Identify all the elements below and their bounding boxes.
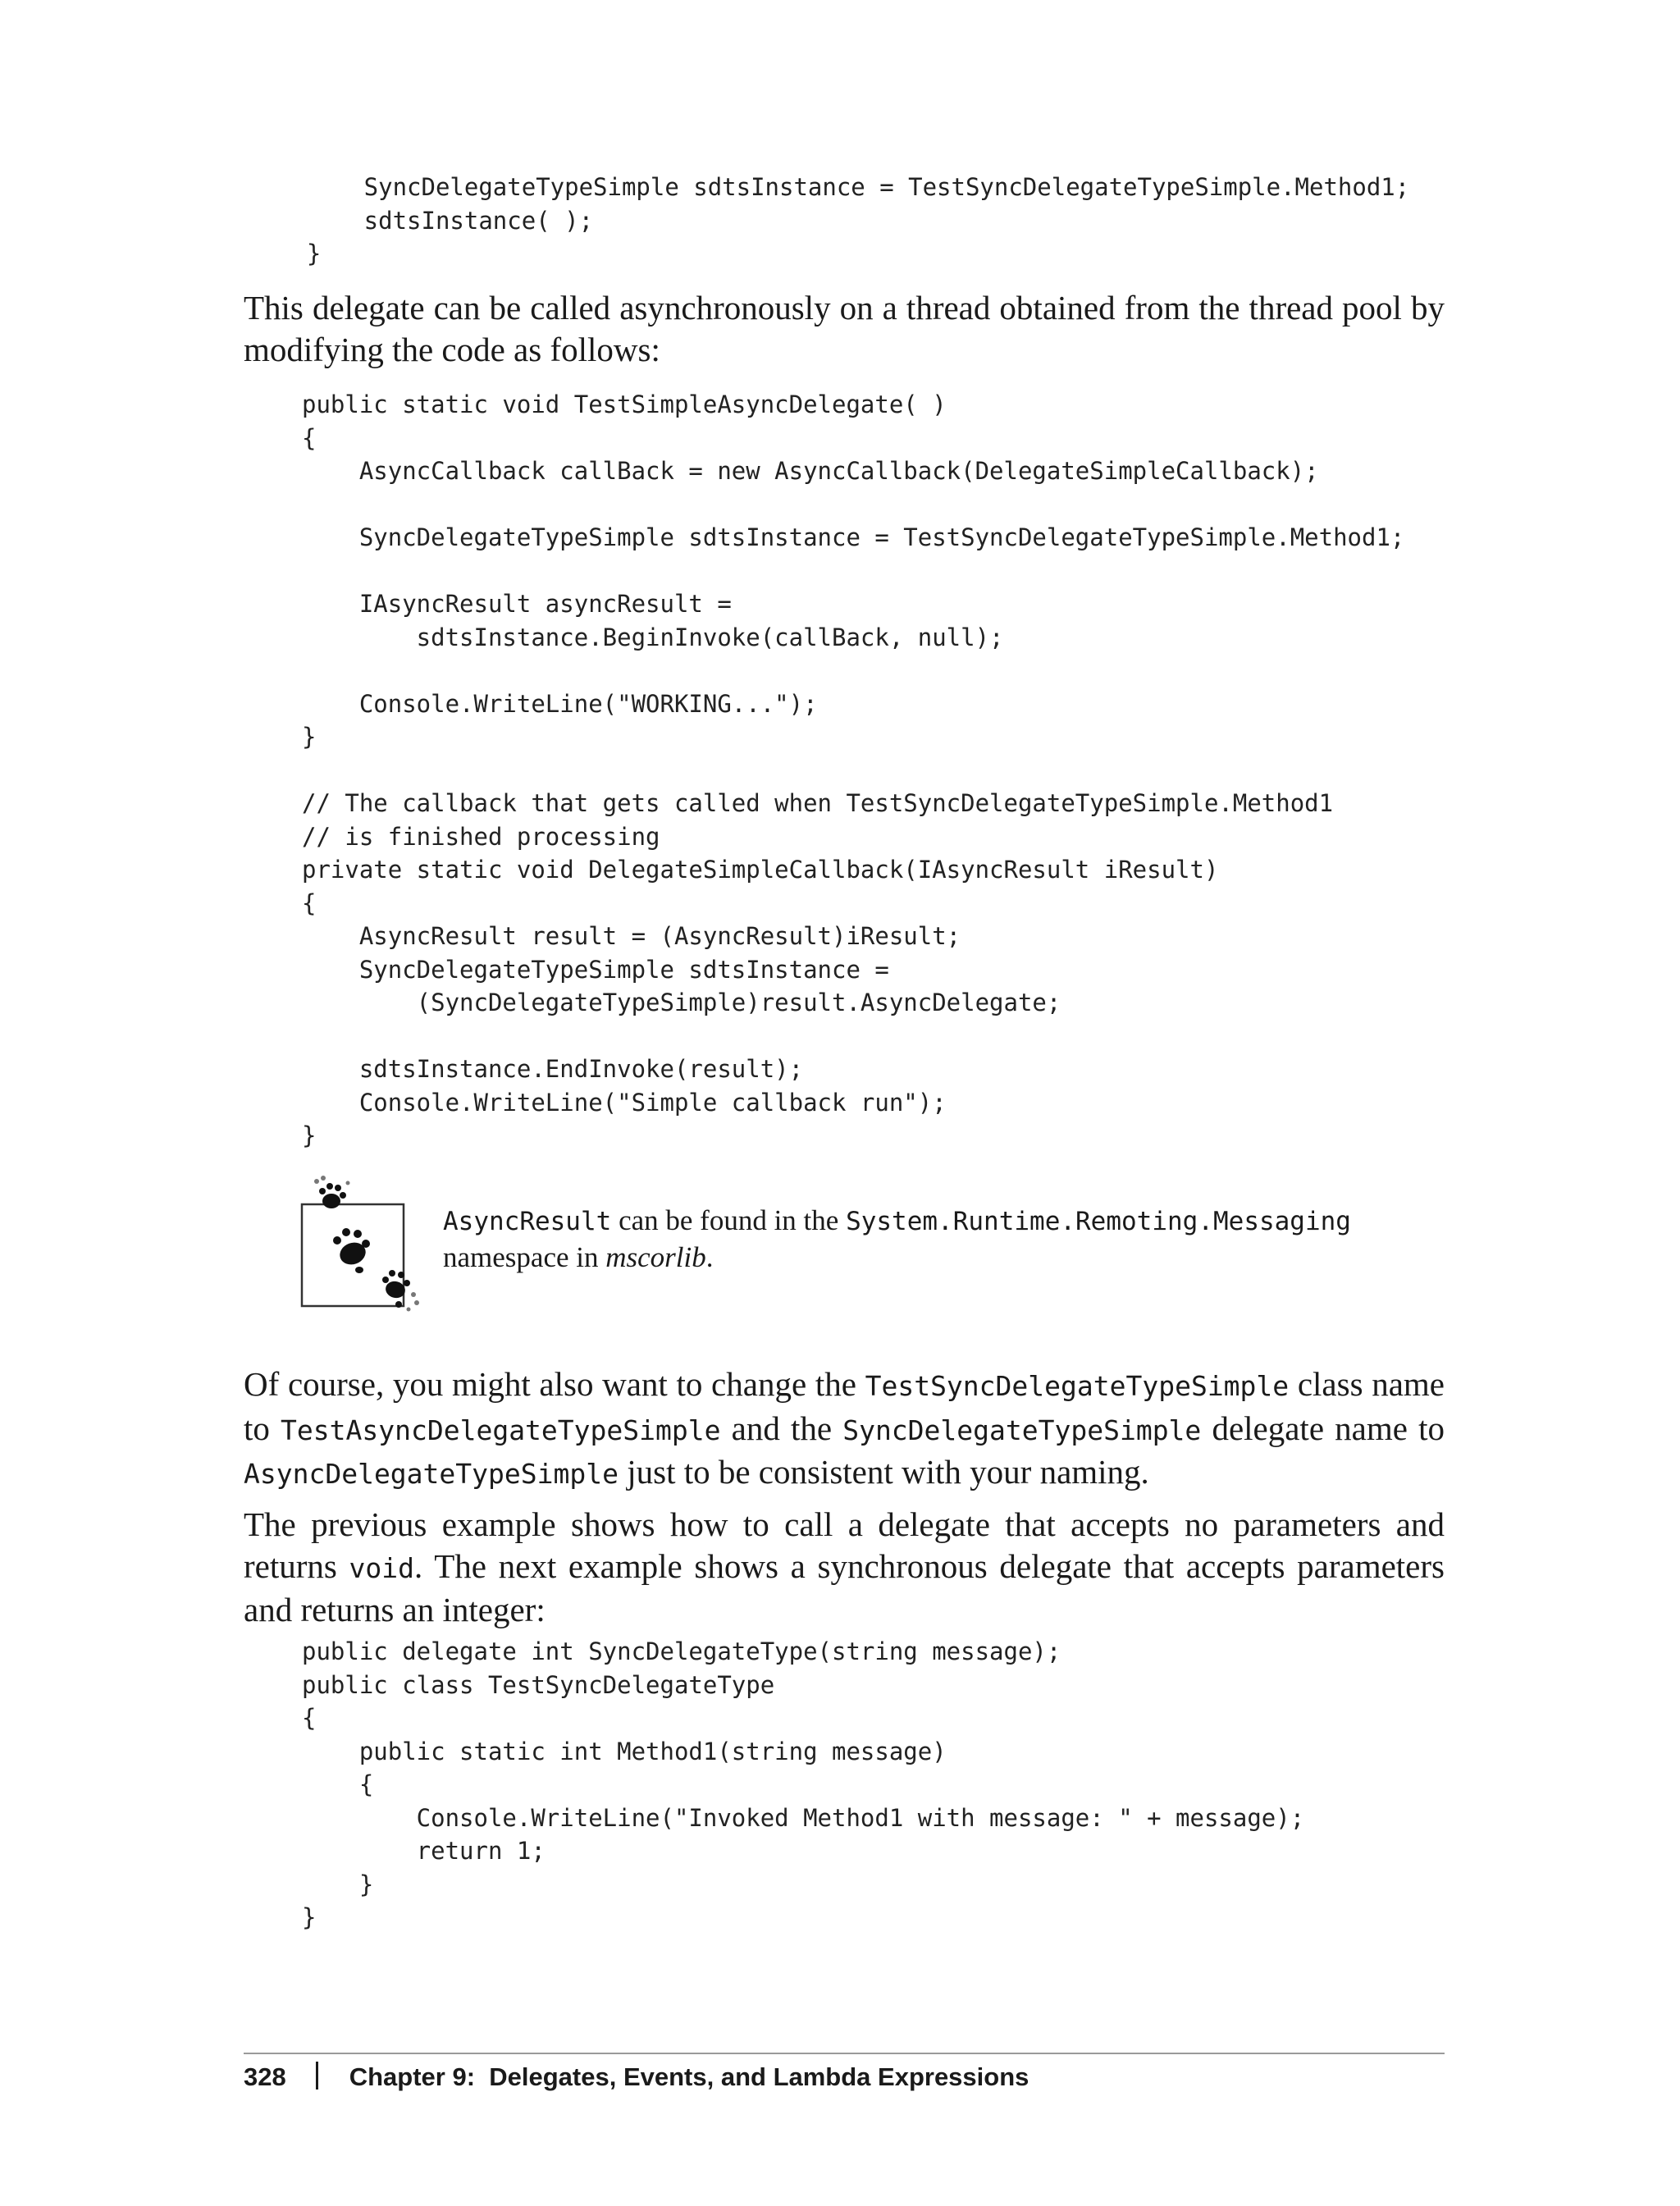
code-block-sync-delegate-type: public delegate int SyncDelegateType(string message); public class TestSyncDelegateType { public static int Method1(string message) { Console.WriteLine("Invoked Method1 with message: " + message); return 1; } } — [302, 1637, 1305, 1931]
page-number: 328 — [244, 2062, 286, 2091]
tip-note-text: AsyncResult can be found in the System.Runtime.Remoting.Messaging namespace in mscorlib. — [443, 1204, 1351, 1273]
tip-paw-prints-icon — [300, 1173, 431, 1321]
chapter-title: Chapter 9: Delegates, Events, and Lambda Expressions — [349, 2062, 1029, 2091]
code-namespace: System.Runtime.Remoting.Messaging — [846, 1207, 1351, 1236]
page-footer — [244, 2061, 1029, 2094]
code-block-method1-invoke: SyncDelegateTypeSimple sdtsInstance = TestSyncDelegateTypeSimple.Method1; sdtsInstance( ); } — [306, 173, 1410, 267]
code-block-async-delegate: public static void TestSimpleAsyncDelegate( ) { AsyncCallback callBack = new AsyncCallback(DelegateSimpleCallback); SyncDelegateTypeSimple sdtsInstance = TestSyncDelegateTypeSimple.Method1; IAsyncResult asyncResult = sdtsInstance.BeginInvoke(callBack, null); Console.WriteLine("WORKING..."); } // The callback that gets called when TestSyncDelegateTypeSimple.Method1 // is finished processing private static void DelegateSimpleCallback(IAsyncResult iResult) { AsyncResult result = (AsyncResult)iResult; SyncDelegateTypeSimple sdtsInstance = (SyncDelegateTypeSimple)result.AsyncDelegate; sdtsInstance.EndInvoke(result); Console.WriteLine("Simple callback run"); } — [302, 391, 1405, 1149]
code-asyncresult: AsyncResult — [443, 1207, 612, 1236]
paragraph-async-intro: This delegate can be called asynchronously on a thread obtained from the thread pool by modifying the code as follows: — [244, 289, 1445, 368]
emphasis-mscorlib: mscorlib — [605, 1241, 706, 1273]
footer-separator — [316, 2062, 318, 2090]
tip-note — [300, 1173, 1367, 1321]
paragraph-naming: Of course, you might also want to change the TestSyncDelegateTypeSimple class name to TestAsyncDelegateTypeSimple and the SyncDelegateTypeSimple delegate name to AsyncDelegateTypeSimple just to be consistent with your naming. — [244, 1365, 1445, 1491]
paragraph-next-example: The previous example shows how to call a delegate that accepts no parameters and returns void. The next example shows a synchronous delegate that accepts parameters and returns an integer: — [244, 1505, 1445, 1628]
footer-rule — [244, 2053, 1445, 2054]
